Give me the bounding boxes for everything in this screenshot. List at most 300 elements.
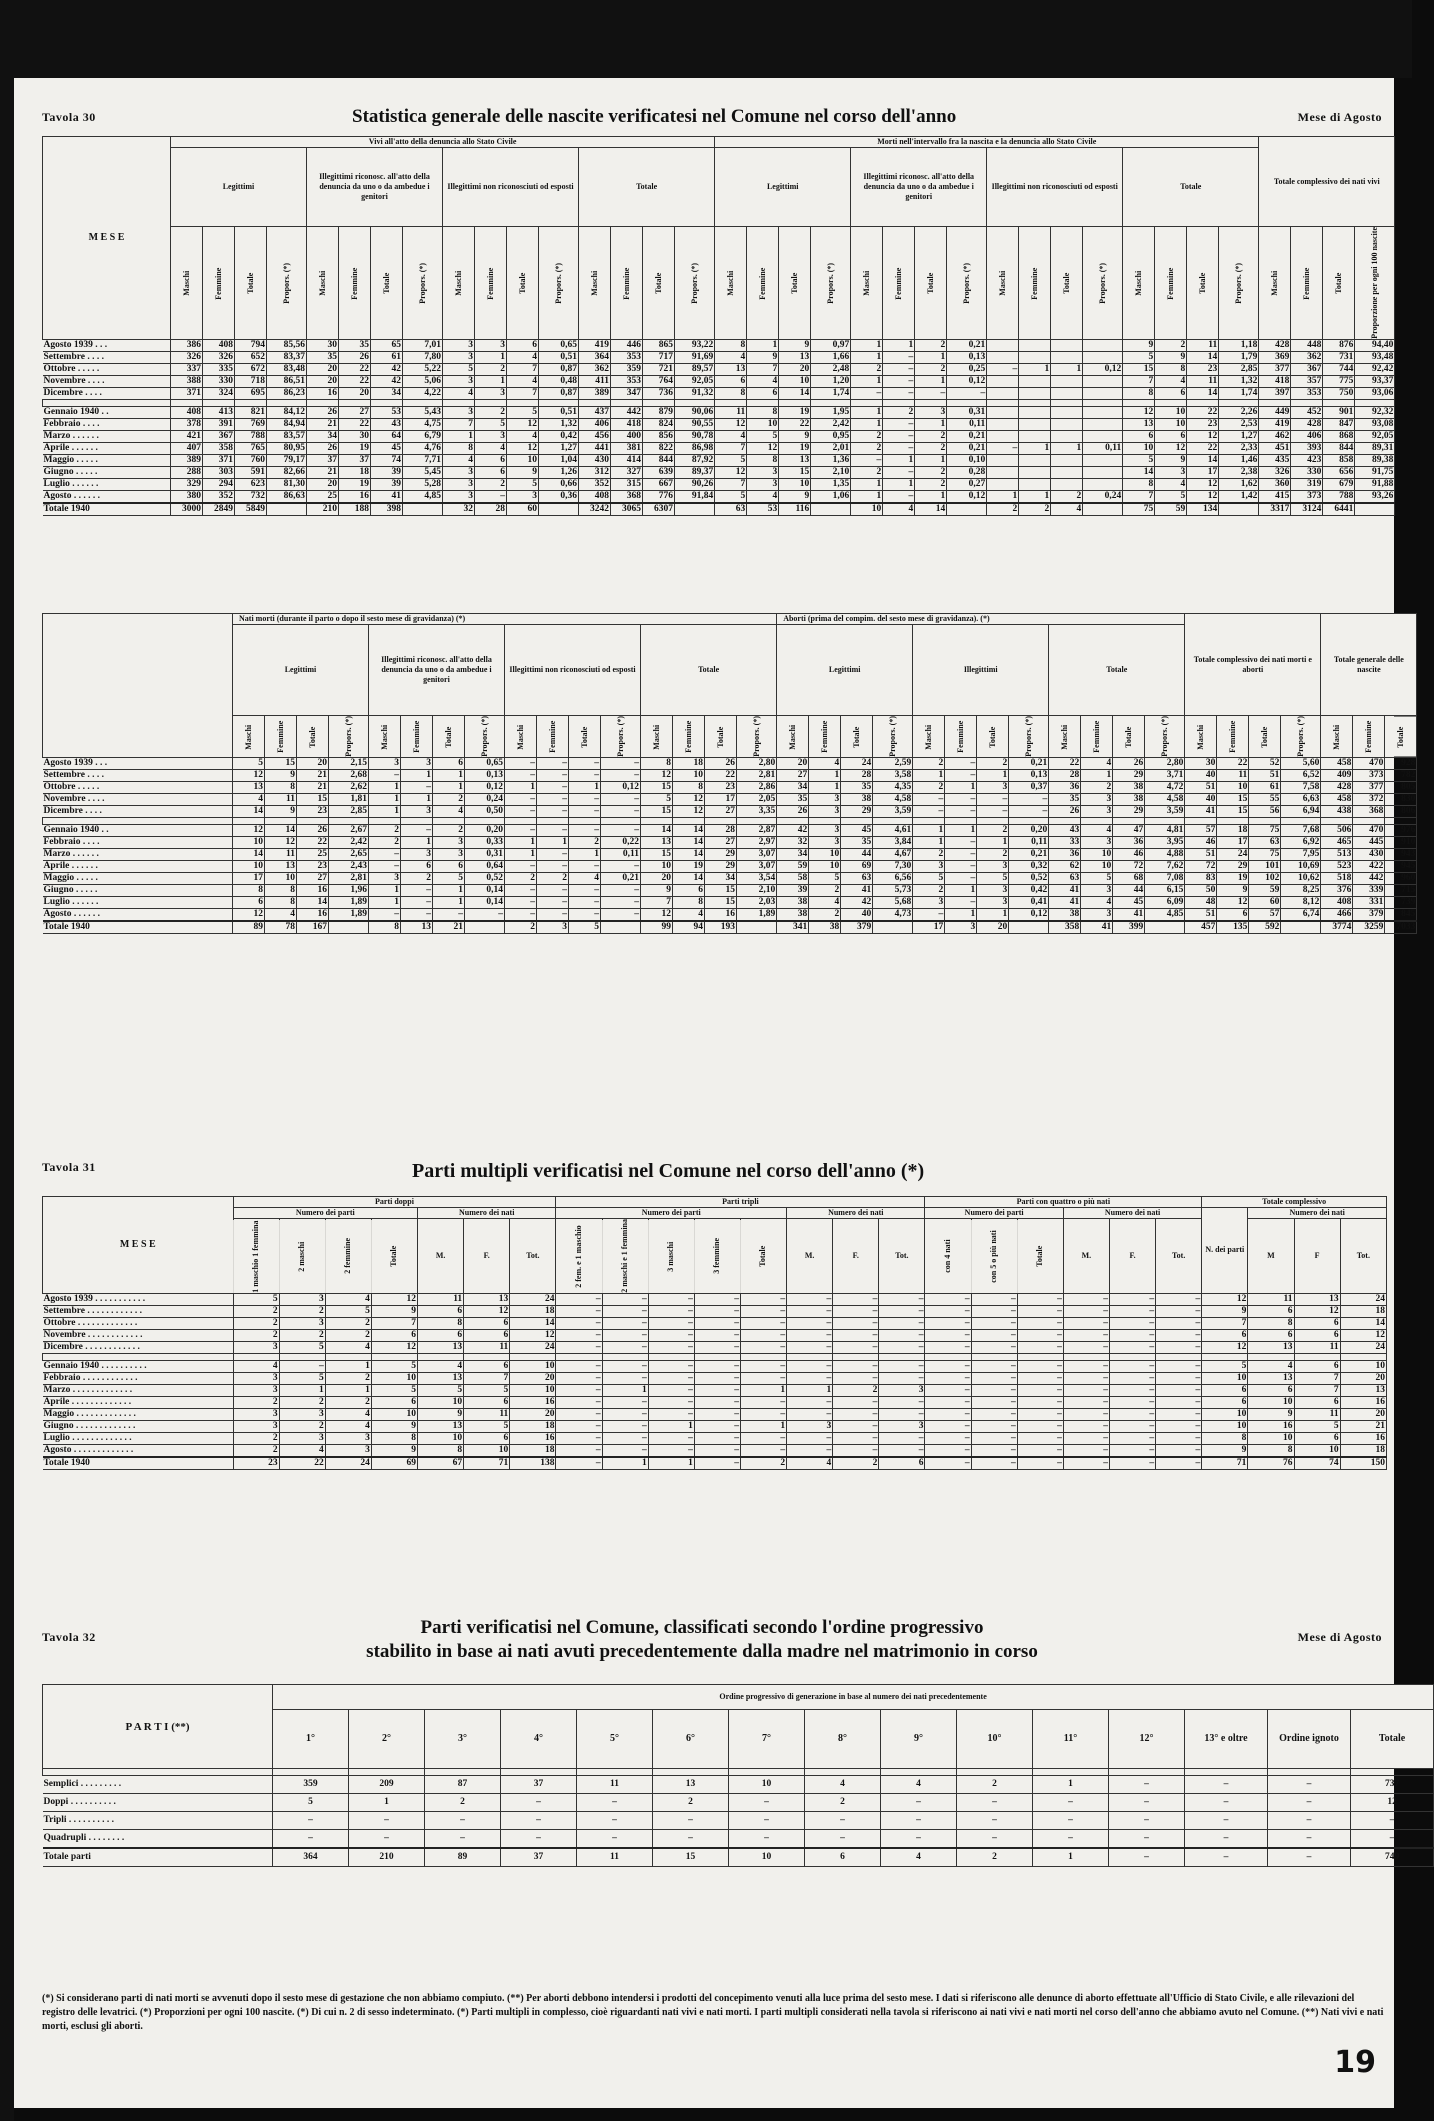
row-label: Novembre . . . . . . . . . . . .: [43, 1329, 234, 1341]
cell: 1: [475, 351, 507, 363]
cell: 5: [464, 1420, 510, 1432]
cell: 0,33: [465, 836, 505, 848]
cell: –: [1063, 1341, 1109, 1353]
cell: 12: [1340, 1329, 1386, 1341]
cell: 513: [1321, 848, 1353, 860]
cell: 357: [1291, 375, 1323, 387]
cell: 6,94: [1281, 805, 1321, 817]
cell: 22: [1187, 442, 1219, 454]
t30-tot-col-3: Proporzione per ogni 100 nascite: [1355, 227, 1395, 340]
month-header-blank: [43, 614, 233, 758]
cell: 591: [235, 466, 267, 478]
cell: –: [971, 1317, 1017, 1329]
cell: 7,71: [403, 454, 443, 466]
t30b-g4-col-2: Totale: [841, 716, 873, 758]
cell: 13: [1123, 418, 1155, 430]
cell: –: [694, 1408, 740, 1420]
cell: –: [1017, 1384, 1063, 1396]
cell: 12: [371, 1341, 417, 1353]
cell: 1: [1051, 442, 1083, 454]
cell: –: [505, 896, 537, 908]
cell: 362: [579, 363, 611, 375]
cell: –: [833, 1444, 879, 1457]
cell: –: [602, 1341, 648, 1353]
cell: –: [1109, 1360, 1155, 1372]
cell: 5: [507, 478, 539, 490]
cell: 4: [443, 387, 475, 399]
cell: 9: [507, 466, 539, 478]
cell: 9: [1217, 884, 1249, 896]
table-row: [43, 490, 1395, 503]
cell: 3: [279, 1432, 325, 1444]
table-row: [43, 430, 1395, 442]
cell: 10: [233, 860, 265, 872]
cell: 11: [1294, 1341, 1340, 1353]
cell: 0,24: [465, 793, 505, 805]
cell: 2: [653, 1794, 729, 1812]
row-label: Luglio . . . . . .: [43, 896, 233, 908]
cell: 10: [1155, 406, 1187, 418]
cell: –: [369, 908, 401, 921]
cell: 2,48: [811, 363, 851, 375]
cell: 6: [401, 860, 433, 872]
cell: [1019, 454, 1051, 466]
cell: –: [401, 908, 433, 921]
t30-g5-col-1: Femmine: [883, 227, 915, 340]
cell: –: [577, 1812, 653, 1830]
cell: 26: [307, 406, 339, 418]
t30b-tg-col-0: Maschi: [1321, 716, 1353, 758]
cell: 1: [433, 884, 465, 896]
table-row: [43, 836, 1417, 848]
cell: –: [569, 860, 601, 872]
cell: 69: [371, 1457, 417, 1470]
cell: 40: [1185, 793, 1217, 805]
cell: –: [971, 1360, 1017, 1372]
cell: 0,41: [1009, 896, 1049, 908]
cell: 364: [579, 351, 611, 363]
cell: –: [556, 1444, 602, 1457]
cell: 928: [1385, 757, 1417, 769]
cell: –: [505, 824, 537, 836]
cell: 15: [1217, 793, 1249, 805]
scan-left-edge: [0, 0, 14, 2121]
t30-g4-col-0: Maschi: [715, 227, 747, 340]
cell: –: [425, 1812, 501, 1830]
t30-g5-col-3: Propors. (*): [947, 227, 987, 340]
cell: –: [433, 908, 465, 921]
cell: 15: [1217, 805, 1249, 817]
row-label: Dicembre . . . .: [43, 387, 171, 399]
cell: 4: [747, 490, 779, 503]
t32-title-line-1: Parti verificatisi nel Comune, classificati secondo l'ordine progressivo: [420, 1617, 984, 1638]
cell: –: [1063, 1396, 1109, 1408]
cell: 4,76: [403, 442, 443, 454]
cell: 150: [1340, 1457, 1386, 1470]
cell: 9: [1248, 1408, 1294, 1420]
subgroup-5: Illegittimi riconosc. all'atto della denuncia da uno o da ambedue i genitori: [851, 148, 987, 227]
cell: 7,80: [403, 351, 443, 363]
t30b-g0-col-3: Propors. (*): [329, 716, 369, 758]
cell: –: [648, 1396, 694, 1408]
cell: 5849: [235, 503, 267, 516]
cell: 78: [265, 921, 297, 934]
row-label: Febbraio . . . . . . . . . . . .: [43, 1372, 234, 1384]
cell: 4,72: [1145, 781, 1185, 793]
cell: 4: [443, 454, 475, 466]
cell: 4: [433, 805, 465, 817]
subgroup-6: Totale: [1049, 625, 1185, 716]
row-label: Agosto 1939 . . .: [43, 339, 171, 351]
cell: –: [740, 1341, 786, 1353]
cell: 7,30: [873, 860, 913, 872]
cell: 14: [641, 824, 673, 836]
cell: –: [556, 1408, 602, 1420]
t31-title: Parti multipli verificatisi nel Comune nel corso dell'anno (*): [412, 1160, 925, 1182]
cell: 75: [1123, 503, 1155, 516]
cell: 65: [371, 339, 403, 351]
cell: 462: [1259, 430, 1291, 442]
cell: 4: [805, 1776, 881, 1794]
cell: 6: [475, 466, 507, 478]
row-label: Agosto . . . . . . . . . . . . .: [43, 1444, 234, 1457]
cell: 6: [1123, 430, 1155, 442]
cell: 58: [777, 872, 809, 884]
t30b-g5-col-3: Propors. (*): [1009, 716, 1049, 758]
cell: 4,22: [403, 387, 443, 399]
cell: 3: [915, 406, 947, 418]
cell: 3: [879, 1420, 925, 1432]
cell: 12: [641, 769, 673, 781]
cell: 2,15: [329, 757, 369, 769]
cell: 72: [1113, 860, 1145, 872]
cell: 12: [641, 908, 673, 921]
cell: 5: [507, 406, 539, 418]
cell: –: [537, 757, 569, 769]
cell: 2: [833, 1457, 879, 1470]
cell: –: [833, 1396, 879, 1408]
cell: –: [577, 1830, 653, 1849]
cell: 4,88: [1145, 848, 1185, 860]
t30b-g7-col-1: Femmine: [1217, 716, 1249, 758]
cell: 679: [1323, 478, 1355, 490]
cell: 4: [787, 1457, 833, 1470]
cell: 59: [777, 860, 809, 872]
cell: –: [648, 1317, 694, 1329]
cell: 910: [1385, 836, 1417, 848]
cell: 367: [1291, 363, 1323, 375]
cell: 2: [233, 1432, 279, 1444]
cell: 14: [1123, 466, 1155, 478]
t30b-g5-col-1: Femmine: [945, 716, 977, 758]
cell: 449: [1259, 406, 1291, 418]
cell: 9: [747, 351, 779, 363]
cell: –: [602, 1408, 648, 1420]
cell: 1,32: [1219, 375, 1259, 387]
cell: 4: [475, 442, 507, 454]
cell: –: [556, 1384, 602, 1396]
t31-col-8: 2 maschi e 1 femmina: [602, 1219, 648, 1294]
cell: –: [879, 1305, 925, 1317]
cell: 15: [705, 884, 737, 896]
cell: 1: [648, 1457, 694, 1470]
cell: –: [883, 442, 915, 454]
cell: 3: [1081, 884, 1113, 896]
cell: 5: [747, 430, 779, 442]
cell: –: [833, 1360, 879, 1372]
cell: 6: [464, 1360, 510, 1372]
t30-g2-col-0: Maschi: [443, 227, 475, 340]
cell: 37: [501, 1848, 577, 1867]
group-quadruplets-plus: Parti con quattro o più nati: [925, 1197, 1202, 1208]
cell: 0,65: [539, 339, 579, 351]
cell: 391: [203, 418, 235, 430]
cell: –: [947, 387, 987, 399]
cell: 8: [747, 454, 779, 466]
cell: 876: [1323, 339, 1355, 351]
table-row: [43, 805, 1417, 817]
t30b-g1-col-0: Maschi: [369, 716, 401, 758]
cell: 6: [1294, 1329, 1340, 1341]
cell: 2: [279, 1420, 325, 1432]
cell: 29: [1217, 860, 1249, 872]
cell: –: [505, 860, 537, 872]
cell: –: [648, 1384, 694, 1396]
cell: –: [602, 1432, 648, 1444]
cell: –: [883, 466, 915, 478]
cell: 35: [1049, 793, 1081, 805]
cell: 0,21: [947, 442, 987, 454]
row-label: Tripli . . . . . . . . . .: [43, 1812, 273, 1830]
cell: 24: [325, 1457, 371, 1470]
cell: –: [602, 1396, 648, 1408]
cell: 13: [1248, 1341, 1294, 1353]
cell: 57: [1185, 824, 1217, 836]
cell: 92,42: [1355, 363, 1395, 375]
cell: 10,62: [1281, 872, 1321, 884]
cell: 430: [579, 454, 611, 466]
cell: 16: [510, 1396, 556, 1408]
cell: –: [1351, 1830, 1434, 1849]
cell: 18: [1217, 824, 1249, 836]
cell: 3: [537, 921, 569, 934]
cell: –: [1156, 1293, 1202, 1305]
cell: 5: [809, 872, 841, 884]
cell: [1051, 375, 1083, 387]
cell: –: [1017, 1329, 1063, 1341]
cell: [811, 503, 851, 516]
cell: 2: [915, 430, 947, 442]
cell: –: [1109, 1848, 1185, 1867]
group-total-births: Totale generale delle nascite: [1321, 614, 1417, 716]
cell: –: [694, 1432, 740, 1444]
cell: 51: [1185, 848, 1217, 860]
cell: 4,35: [873, 781, 913, 793]
cell: 2: [809, 884, 841, 896]
cell: 7: [1123, 490, 1155, 503]
t31-col-13: F.: [833, 1219, 879, 1294]
cell: 4,81: [1145, 824, 1185, 836]
cell: 34: [777, 781, 809, 793]
cell: 34: [777, 848, 809, 860]
t30-tot-col-2: Totale: [1323, 227, 1355, 340]
cell: 1: [1033, 1848, 1109, 1867]
cell: 4: [569, 872, 601, 884]
cell: 134: [1187, 503, 1219, 516]
table-30-stillbirths-abortions: [42, 613, 1416, 934]
cell: [1019, 430, 1051, 442]
cell: 435: [1259, 454, 1291, 466]
cell: 1,89: [329, 896, 369, 908]
t32-col-8: 9°: [881, 1710, 957, 1769]
cell: –: [601, 884, 641, 896]
t32-col-14: Totale: [1351, 1710, 1434, 1769]
cell: 93,08: [1355, 418, 1395, 430]
cell: –: [602, 1444, 648, 1457]
cell: 9: [1155, 351, 1187, 363]
cell: 4: [747, 375, 779, 387]
subgroup-2: Illegittimi non riconosciuti od esposti: [505, 625, 641, 716]
cell: 2,10: [737, 884, 777, 896]
cell: 75: [1249, 848, 1281, 860]
cell: 2: [913, 848, 945, 860]
cell: 0,12: [465, 781, 505, 793]
cell: 2: [1155, 339, 1187, 351]
cell: –: [1033, 1794, 1109, 1812]
cell: 4: [715, 351, 747, 363]
cell: 3065: [611, 503, 643, 516]
cell: 1: [369, 884, 401, 896]
t30b-g4-col-0: Maschi: [777, 716, 809, 758]
cell: –: [1017, 1408, 1063, 1420]
cell: 2: [505, 872, 537, 884]
cell: –: [273, 1830, 349, 1849]
table-row: [43, 1305, 1387, 1317]
cell: –: [1109, 1293, 1155, 1305]
cell: –: [881, 1812, 957, 1830]
cell: 3: [443, 375, 475, 387]
cell: 27: [705, 836, 737, 848]
cell: 0,31: [947, 406, 987, 418]
cell: 428: [1259, 339, 1291, 351]
cell: 3,35: [737, 805, 777, 817]
row-label: Agosto 1939 . . . . . . . . . . .: [43, 1293, 234, 1305]
cell: 7: [1202, 1317, 1248, 1329]
cell: –: [977, 805, 1009, 817]
cell: –: [879, 1372, 925, 1384]
row-label: Settembre . . . . . . . . . . . .: [43, 1305, 234, 1317]
cell: –: [787, 1408, 833, 1420]
cell: 744: [1323, 363, 1355, 375]
scan-top-edge: [0, 0, 1412, 78]
t31-col-9: 3 maschi: [648, 1219, 694, 1294]
cell: 6,74: [1281, 908, 1321, 921]
cell: 376: [1321, 884, 1353, 896]
cell: 3: [945, 921, 977, 934]
cell: 3: [1081, 908, 1113, 921]
cell: 13: [418, 1341, 464, 1353]
cell: 13: [464, 1293, 510, 1305]
cell: 2: [977, 757, 1009, 769]
subgroup-3: Totale: [641, 625, 777, 716]
cell: 2: [851, 466, 883, 478]
cell: –: [879, 1408, 925, 1420]
cell: 167: [297, 921, 329, 934]
cell: 9: [779, 339, 811, 351]
cell: –: [1063, 1360, 1109, 1372]
cell: 3: [443, 466, 475, 478]
cell: 465: [1321, 836, 1353, 848]
cell: 5: [443, 363, 475, 375]
cell: 45: [371, 442, 403, 454]
cell: 3: [325, 1432, 371, 1444]
t30-g0-col-0: Maschi: [171, 227, 203, 340]
cell: 2: [475, 363, 507, 375]
cell: 358: [203, 442, 235, 454]
cell: 776: [643, 490, 675, 503]
cell: 16: [1340, 1432, 1386, 1444]
cell: –: [601, 757, 641, 769]
cell: 10: [418, 1396, 464, 1408]
cell: 6: [464, 1317, 510, 1329]
cell: 1: [977, 836, 1009, 848]
cell: 50: [1185, 884, 1217, 896]
t31-col-0: 1 maschio 1 femmina: [233, 1219, 279, 1294]
cell: 7: [507, 363, 539, 375]
cell: –: [1109, 1794, 1185, 1812]
cell: –: [833, 1293, 879, 1305]
cell: 28: [705, 824, 737, 836]
cell: 28: [841, 769, 873, 781]
t30b-g6-col-2: Totale: [1113, 716, 1145, 758]
cell: 43: [371, 418, 403, 430]
cell: 55: [1249, 793, 1281, 805]
cell: 760: [235, 454, 267, 466]
cell: –: [1109, 1830, 1185, 1849]
row-label: Aprile . . . . . . . . . . . . .: [43, 1396, 234, 1408]
cell: 5: [1202, 1360, 1248, 1372]
row-label: Luglio . . . . . .: [43, 478, 171, 490]
t30-g2-col-2: Totale: [507, 227, 539, 340]
cell: 34: [307, 430, 339, 442]
cell: –: [1268, 1794, 1351, 1812]
cell: 2,01: [811, 442, 851, 454]
cell: 51: [1249, 769, 1281, 781]
cell: 1: [1019, 490, 1051, 503]
cell: –: [913, 908, 945, 921]
cell: 5: [233, 757, 265, 769]
cell: 765: [235, 442, 267, 454]
cell: 1: [945, 884, 977, 896]
cell: 3242: [579, 503, 611, 516]
group-live-at-registration: Vivi all'atto della denuncia allo Stato Civile: [171, 137, 715, 148]
cell: 2: [369, 836, 401, 848]
cell: –: [694, 1317, 740, 1329]
table-row: [43, 1317, 1387, 1329]
cell: 7: [715, 442, 747, 454]
cell: 27: [339, 406, 371, 418]
cell: 5: [273, 1794, 349, 1812]
cell: 60: [1249, 896, 1281, 908]
cell: 353: [611, 351, 643, 363]
cell: –: [1063, 1432, 1109, 1444]
cell: 210: [349, 1848, 425, 1867]
cell: 2: [913, 884, 945, 896]
cell: 775: [1323, 375, 1355, 387]
t30b-g3-col-2: Totale: [705, 716, 737, 758]
cell: 6,92: [1281, 836, 1321, 848]
cell: –: [1017, 1444, 1063, 1457]
